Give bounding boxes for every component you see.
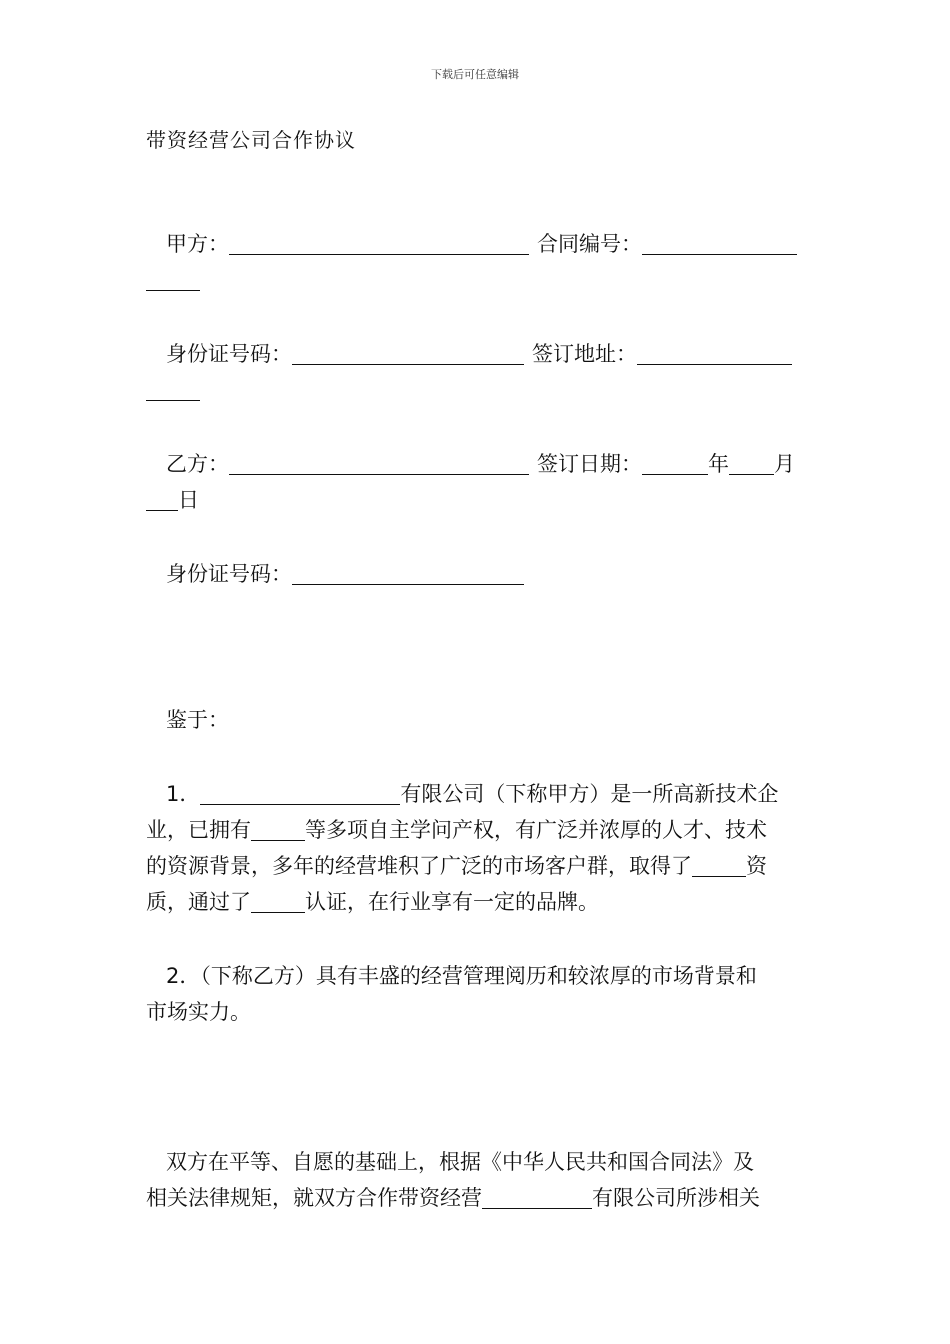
closing-line2 — [146, 1180, 808, 1216]
id-line-b — [146, 556, 808, 592]
day-blank[interactable] — [146, 488, 178, 511]
day-label: 日 — [178, 488, 199, 512]
contract-no-blank[interactable] — [642, 232, 797, 255]
month-blank[interactable] — [729, 452, 774, 475]
closing-text-a: 双方在平等、自愿的基础上，根据《中华人民共和国合同法》及 — [166, 1150, 754, 1174]
clause1-number: 1． — [166, 782, 201, 806]
year-blank[interactable] — [642, 452, 708, 475]
clause2-text-a: （下称乙方）具有丰盛的经营管理阅历和较浓厚的市场背景和 — [200, 964, 757, 988]
contract-no-continuation — [146, 262, 808, 298]
contract-no-label: 合同编号： — [537, 232, 642, 256]
sign-date-label: 签订日期： — [537, 452, 642, 476]
clause2-line1 — [146, 958, 808, 994]
id-no-label-a: 身份证号码： — [166, 342, 292, 366]
sign-address-label: 签订地址： — [532, 342, 637, 366]
sign-address-continuation — [146, 372, 808, 408]
clause1-line2 — [146, 812, 808, 848]
clause1-text-d: 的资源背景，多年的经营堆积了广泛的市场客户群，取得了 — [146, 854, 692, 878]
closing-company-blank[interactable] — [482, 1186, 592, 1209]
whereas-heading — [146, 702, 808, 738]
header-note: 下载后可任意编辑 — [431, 68, 519, 81]
clause1-text-g: 认证，在行业享有一定的品牌。 — [305, 890, 599, 914]
id-no-blank-b[interactable] — [292, 562, 524, 585]
clause2-text-b: 市场实力。 — [146, 1000, 251, 1024]
month-label: 月 — [774, 452, 795, 476]
party-b-label: 乙方： — [166, 452, 229, 476]
party-a-blank[interactable] — [229, 232, 529, 255]
sign-date-continuation — [146, 482, 808, 518]
clause1-line1 — [146, 776, 808, 812]
contract-no-blank-cont[interactable] — [146, 268, 200, 291]
certification-blank[interactable] — [251, 890, 305, 913]
closing-text-b: 相关法律规矩，就双方合作带资经营 — [146, 1186, 482, 1210]
id-no-blank-a[interactable] — [292, 342, 524, 365]
clause2-line2 — [146, 994, 808, 1030]
clause1-text-a: 有限公司（下称甲方）是一所高新技术企 — [400, 782, 779, 806]
clause1-text-c: 等多项自主学问产权，有广泛并浓厚的人才、技术 — [305, 818, 767, 842]
id-no-label-b: 身份证号码： — [166, 562, 292, 586]
sign-address-blank[interactable] — [637, 342, 792, 365]
clause2-number: 2． — [166, 964, 201, 988]
clause1-line4 — [146, 884, 808, 920]
sign-address-blank-cont[interactable] — [146, 378, 200, 401]
closing-text-c: 有限公司所涉相关 — [592, 1186, 760, 1210]
closing-line1 — [146, 1144, 808, 1180]
ip-items-blank[interactable] — [251, 818, 305, 841]
whereas-label: 鉴于： — [166, 708, 229, 732]
party-a-line — [146, 226, 808, 262]
year-label: 年 — [708, 452, 729, 476]
party-b-blank[interactable] — [229, 452, 529, 475]
clause1-text-b: 业，已拥有 — [146, 818, 251, 842]
company-name-blank[interactable] — [200, 782, 400, 805]
qualification-blank[interactable] — [692, 854, 746, 877]
party-a-label: 甲方： — [166, 232, 229, 256]
clause1-text-f: 质，通过了 — [146, 890, 251, 914]
document-title: 带资经营公司合作协议 — [146, 128, 356, 152]
clause1-text-e: 资 — [746, 854, 767, 878]
id-address-line — [146, 336, 808, 372]
party-b-line — [146, 446, 808, 482]
clause1-line3 — [146, 848, 808, 884]
